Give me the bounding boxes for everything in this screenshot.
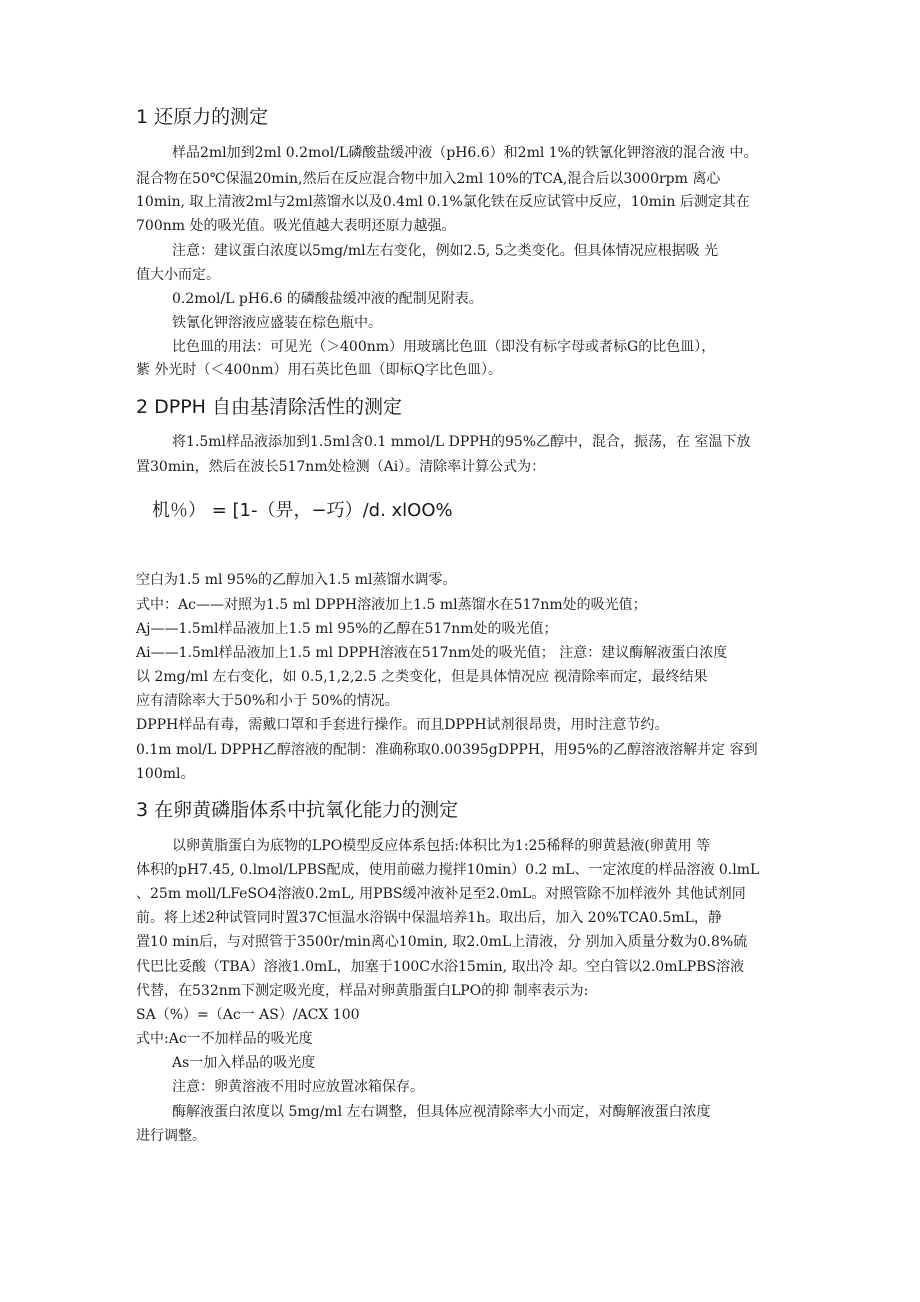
paragraph-line: 代巴比妥酸（TBA）溶液1.0mL，加塞于100C水浴15min, 取出冷 却。空白管以2.0mLPBS溶液 xyxy=(136,959,745,975)
paragraph-line: 700nm 处的吸光值。吸光值越大表明还原力越强。 xyxy=(136,218,456,234)
paragraph-line: 酶解液蛋白浓度以 5mg/ml 左右调整，但具体应视清除率大小而定，对酶解液蛋白浓度 xyxy=(172,1104,711,1120)
paragraph-line: 以 2mg/ml 左右变化，如 0.5,1,2,2.5 之类变化，但是具体情况应 视清除率而定，最终结果 xyxy=(136,669,708,685)
paragraph-line: 将1.5ml样品液添加到1.5ml含0.1 mmol/L DPPH的95%乙醇中，混合，振荡，在 室温下放 xyxy=(172,434,751,450)
paragraph-line: 代替，在532nm下测定吸光度，样品对卵黄脂蛋白LPO的抑 制率表示为: xyxy=(136,983,589,999)
paragraph-line: 100ml。 xyxy=(136,766,195,782)
paragraph-line: 0.2mol/L pH6.6 的磷酸盐缓冲液的配制见附表。 xyxy=(172,291,483,307)
paragraph-line: 置10 min后，与对照管于3500r/min离心10min, 取2.0mL上清液，分 别加入质量分数为0.8%硫 xyxy=(136,934,748,950)
paragraph-line: 前。将上述2种试管同时置37C恒温水浴锅中保温培养1h。取出后，加入 20%TCA0.5mL，静 xyxy=(136,910,722,926)
paragraph-line: Aj——1.5ml样品液加上1.5 ml 95%的乙醇在517nm处的吸光值； xyxy=(136,621,558,637)
paragraph-line: 进行调整。 xyxy=(136,1128,206,1144)
paragraph-line: 应有清除率大于50%和小于 50%的情况。 xyxy=(136,693,399,709)
paragraph-line: 样品2ml加到2ml 0.2mol/L磷酸盐缓冲液（pH6.6）和2ml 1%的铁氰化钾溶液的混合液 中。 xyxy=(172,145,758,161)
section-heading-reducing-power: 1 还原力的测定 xyxy=(136,106,269,128)
paragraph-line: 注意：建议蛋白浓度以5mg/ml左右变化，例如2.5, 5之类变化。但具体情况应根据吸 光 xyxy=(172,243,719,259)
paragraph-line: 注意：卵黄溶液不用时应放置冰箱保存。 xyxy=(172,1079,424,1095)
paragraph-line: 值大小而定。 xyxy=(136,267,220,283)
paragraph-line: 式中：Ac——对照为1.5 ml DPPH溶液加上1.5 ml蒸馏水在517nm处的吸光值； xyxy=(136,597,647,613)
paragraph-line: 混合物在50℃保温20min,然后在反应混合物中加入2ml 10%的TCA,混合后以3000rpm 离心 xyxy=(136,171,721,187)
paragraph-line: 铁氰化钾溶液应盛装在棕色瓶中。 xyxy=(172,315,382,331)
paragraph-line: 空白为1.5 ml 95%的乙醇加入1.5 ml蒸馏水调零。 xyxy=(136,572,457,588)
paragraph-line: 10min, 取上清液2ml与2ml蒸馏水以及0.4ml 0.1%氯化铁在反应试管中反应，10min 后测定其在 xyxy=(136,194,750,210)
section-heading-dpph: 2 DPPH 自由基清除活性的测定 xyxy=(136,396,403,418)
paragraph-line: Ai——1.5ml样品液加上1.5 ml DPPH溶液在517nm处的吸光值； 注意：建议酶解液蛋白浓度 xyxy=(136,645,728,661)
paragraph-line: 比色皿的用法：可见光（＞400nm）用玻璃比色皿（即没有标字母或者标G的比色皿）， xyxy=(172,339,716,355)
paragraph-line: 、25m moll/LFeSO4溶液0.2mL, 用PBS缓冲液补足至2.0mL。对照管除不加样液外 其他试剂同 xyxy=(136,886,746,902)
paragraph-line: 以卵黄脂蛋白为底物的LPO模型反应体系包括:体积比为1:25稀释的卵黄悬液(卵黄用 等 xyxy=(172,838,711,854)
paragraph-line: As一加入样品的吸光度 xyxy=(172,1055,316,1071)
paragraph-line: DPPH样品有毒，需戴口罩和手套进行操作。而且DPPH试剂很昂贵，用时注意节约。 xyxy=(136,717,669,733)
paragraph-line: 体积的pH7.45, 0.lmol/LPBS配成，使用前磁力搅拌10min）0.2 mL、一定浓度的样品溶液 0.lmL xyxy=(136,862,760,878)
inhibition-rate-formula: SA（%）=（Ac一 AS）/ACX 100 xyxy=(136,1007,360,1023)
section-heading-lpo: 3 在卵黄磷脂体系中抗氧化能力的测定 xyxy=(136,799,459,821)
paragraph-line: 0.1m mol/L DPPH乙醇溶液的配制：准确称取0.00395gDPPH，用95%的乙醇溶液溶解并定 容到 xyxy=(136,742,758,758)
paragraph-line: 紫 外光时（＜400nm）用石英比色皿（即标Q字比色皿）。 xyxy=(136,362,502,378)
scavenging-rate-formula: 机％） = [1-（畀，−巧）/d. xlOO% xyxy=(152,500,453,521)
paragraph-line: 式中:Ac一不加样品的吸光度 xyxy=(136,1031,313,1047)
paragraph-line: 置30min，然后在波长517nm处检测（Ai）。清除率计算公式为： xyxy=(136,459,546,475)
